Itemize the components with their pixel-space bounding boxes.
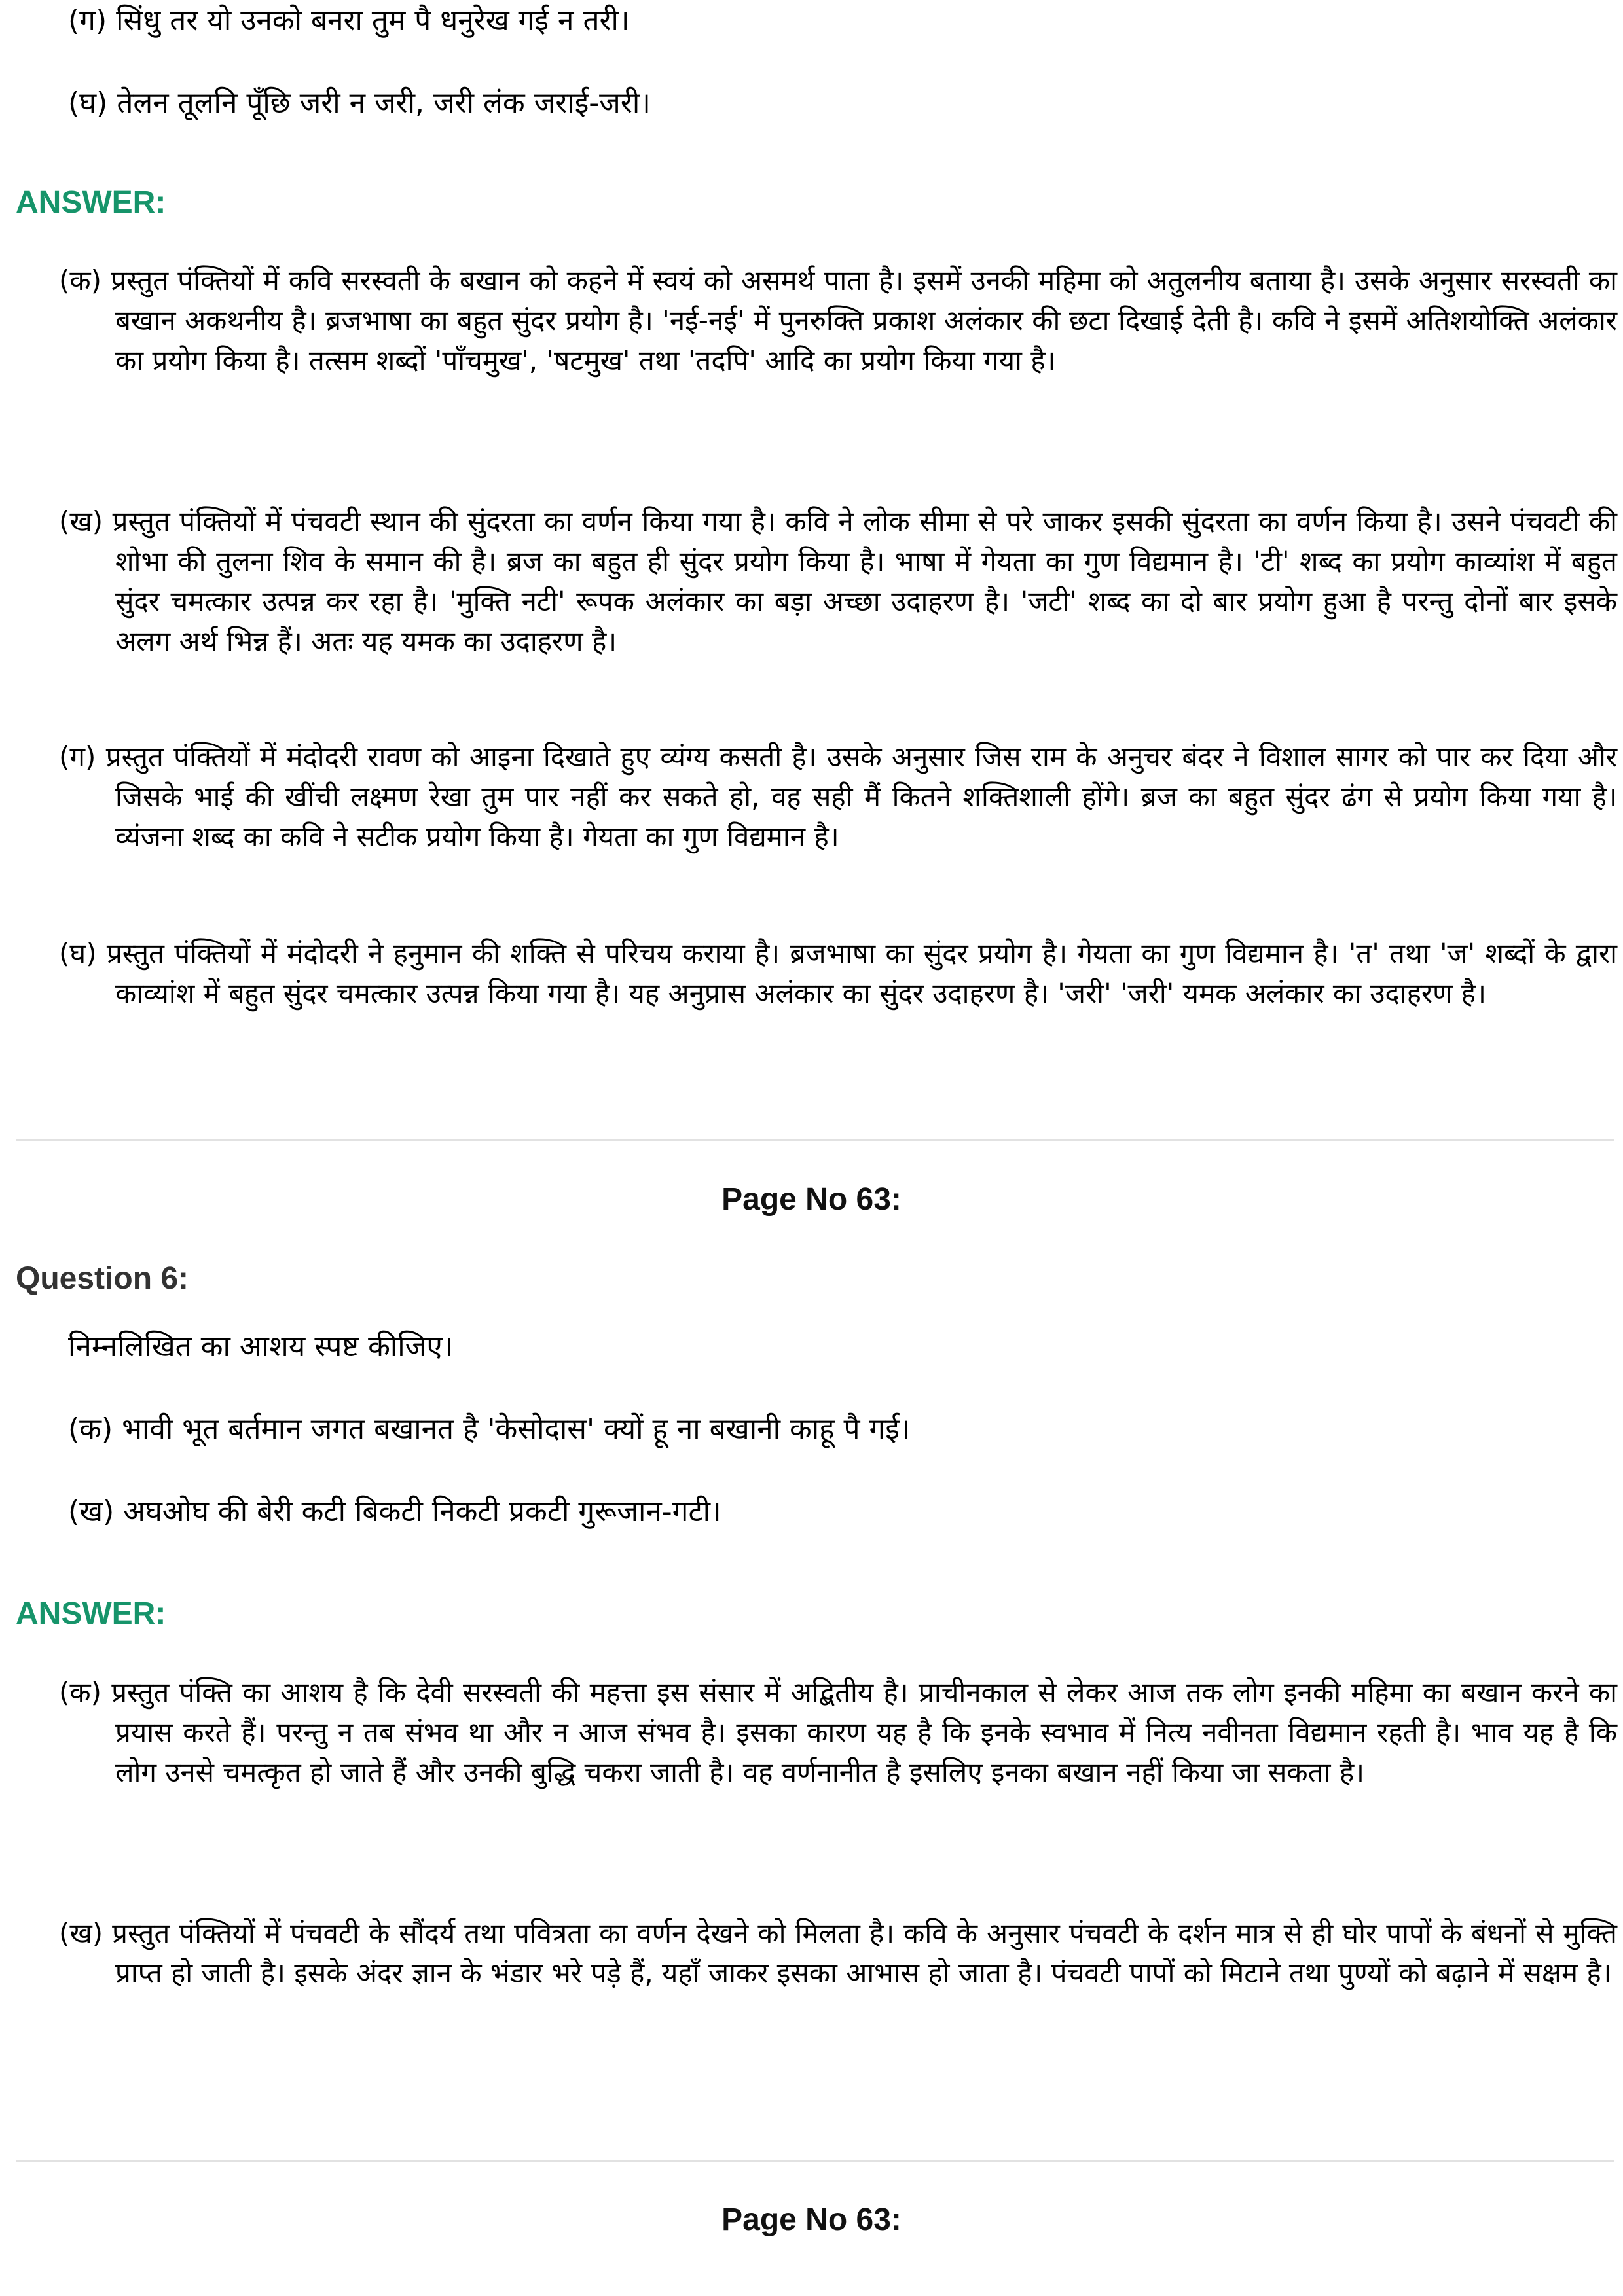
question-prompt: निम्नलिखित का आशय स्पष्ट कीजिए। bbox=[68, 1330, 454, 1363]
section-divider bbox=[16, 1139, 1614, 1141]
answer-paragraph-ka: (क) प्रस्तुत पंक्तियों में कवि सरस्वती के बखान को कहने में स्वयं को असमर्थ पाता है। इसमें उनकी महिमा को अतुलनीय बताया है। उसके अनुसार सरस्वती का बखान अकथनीय है। ब्रजभाषा का बहुत सुंदर प्रयोग है। 'नई-नई' में पुनरुक्ति प्रकाश अलंकार की छटा दिखाई देती है। कवि ने इसमें अतिशयोक्ति अलंकार का प्रयोग किया है। तत्सम शब्दों 'पाँचमुख', 'षटमुख' तथा 'तदपि' आदि का प्रयोग किया गया है। bbox=[59, 264, 1617, 376]
answer-paragraph-ka: (क) प्रस्तुत पंक्ति का आशय है कि देवी सरस्वती की महत्ता इस संसार में अद्बितीय है। प्राचीनकाल से लेकर आज तक लोग इनकी महिमा का बखान करने का प्रयास करते हैं। परन्तु न तब संभव था और न आज संभव है। इसका कारण यह है कि इनके स्वभाव में नित्य नवीनता विद्यमान रहती है। भाव यह है कि लोग उनसे चमत्कृत हो जाते हैं और उनकी बुद्धि चकरा जाती है। वह वर्णनानीत है इसलिए इनका बखान नहीं किया जा सकता है। bbox=[59, 1676, 1617, 1788]
answer-label: ANSWER: bbox=[16, 1596, 166, 1631]
question-line-kha: (ख) अघओघ की बेरी कटी बिकटी निकटी प्रकटी गुरूजान-गटी। bbox=[68, 1495, 721, 1528]
question-line-ga: (ग) सिंधु तर यो उनको बनरा तुम पै धनुरेख गई न तरी। bbox=[68, 4, 630, 37]
answer-paragraph-gha: (घ) प्रस्तुत पंक्तियों में मंदोदरी ने हनुमान की शक्ति से परिचय कराया है। ब्रजभाषा का सुंदर प्रयोग है। गेयता का गुण विद्यमान है। 'त' तथा 'ज' शब्दों के द्वारा काव्यांश में बहुत सुंदर चमत्कार उत्पन्न किया गया है। यह अनुप्रास अलंकार का सुंदर उदाहरण है। 'जरी' 'जरी' यमक अलंकार का उदाहरण है। bbox=[59, 937, 1617, 1009]
page-number-heading: Page No 63: bbox=[721, 2202, 902, 2237]
question-line-gha: (घ) तेलन तूलनि पूँछि जरी न जरी, जरी लंक जराई-जरी। bbox=[68, 86, 651, 120]
question-line-ka: (क) भावी भूत बर्तमान जगत बखानत है 'केसोदास' क्यों हू ना बखानी काहू पै गई। bbox=[68, 1412, 911, 1446]
section-divider bbox=[16, 2160, 1614, 2162]
page-number-heading: Page No 63: bbox=[721, 1182, 902, 1217]
answer-paragraph-kha: (ख) प्रस्तुत पंक्तियों में पंचवटी स्थान की सुंदरता का वर्णन किया गया है। कवि ने लोक सीमा से परे जाकर इसकी सुंदरता का वर्णन किया है। उसने पंचवटी की शोभा की तुलना शिव के समान की है। ब्रज का बहुत ही सुंदर प्रयोग किया है। भाषा में गेयता का गुण विद्यमान है। 'टी' शब्द का प्रयोग काव्यांश में बहुत सुंदर चमत्कार उत्पन्न कर रहा है। 'मुक्ति नटी' रूपक अलंकार का बड़ा अच्छा उदाहरण है। 'जटी' शब्द का दो बार प्रयोग हुआ है परन्तु दोनों बार इसके अलग अर्थ भिन्न हैं। अतः यह यमक का उदाहरण है। bbox=[59, 505, 1617, 657]
answer-label: ANSWER: bbox=[16, 185, 166, 220]
answer-paragraph-kha: (ख) प्रस्तुत पंक्तियों में पंचवटी के सौंदर्य तथा पवित्रता का वर्णन देखने को मिलता है। कवि के अनुसार पंचवटी के दर्शन मात्र से ही घोर पापों के बंधनों से मुक्ति प्राप्त हो जाती है। इसके अंदर ज्ञान के भंडार भरे पड़े हैं, यहाँ जाकर इसका आभास हो जाता है। पंचवटी पापों को मिटाने तथा पुण्यों को बढ़ाने में सक्षम है। bbox=[59, 1917, 1617, 1989]
answer-paragraph-ga: (ग) प्रस्तुत पंक्तियों में मंदोदरी रावण को आइना दिखाते हुए व्यंग्य कसती है। उसके अनुसार जिस राम के अनुचर बंदर ने विशाल सागर को पार कर दिया और जिसके भाई की खींची लक्ष्मण रेखा तुम पार नहीं कर सकते हो, वह सही मैं कितने शक्तिशाली होंगे। ब्रज का बहुत सुंदर ढंग से प्रयोग किया गया है। व्यंजना शब्द का कवि ने सटीक प्रयोग किया है। गेयता का गुण विद्यमान है। bbox=[59, 741, 1617, 853]
question-heading: Question 6: bbox=[16, 1261, 189, 1296]
